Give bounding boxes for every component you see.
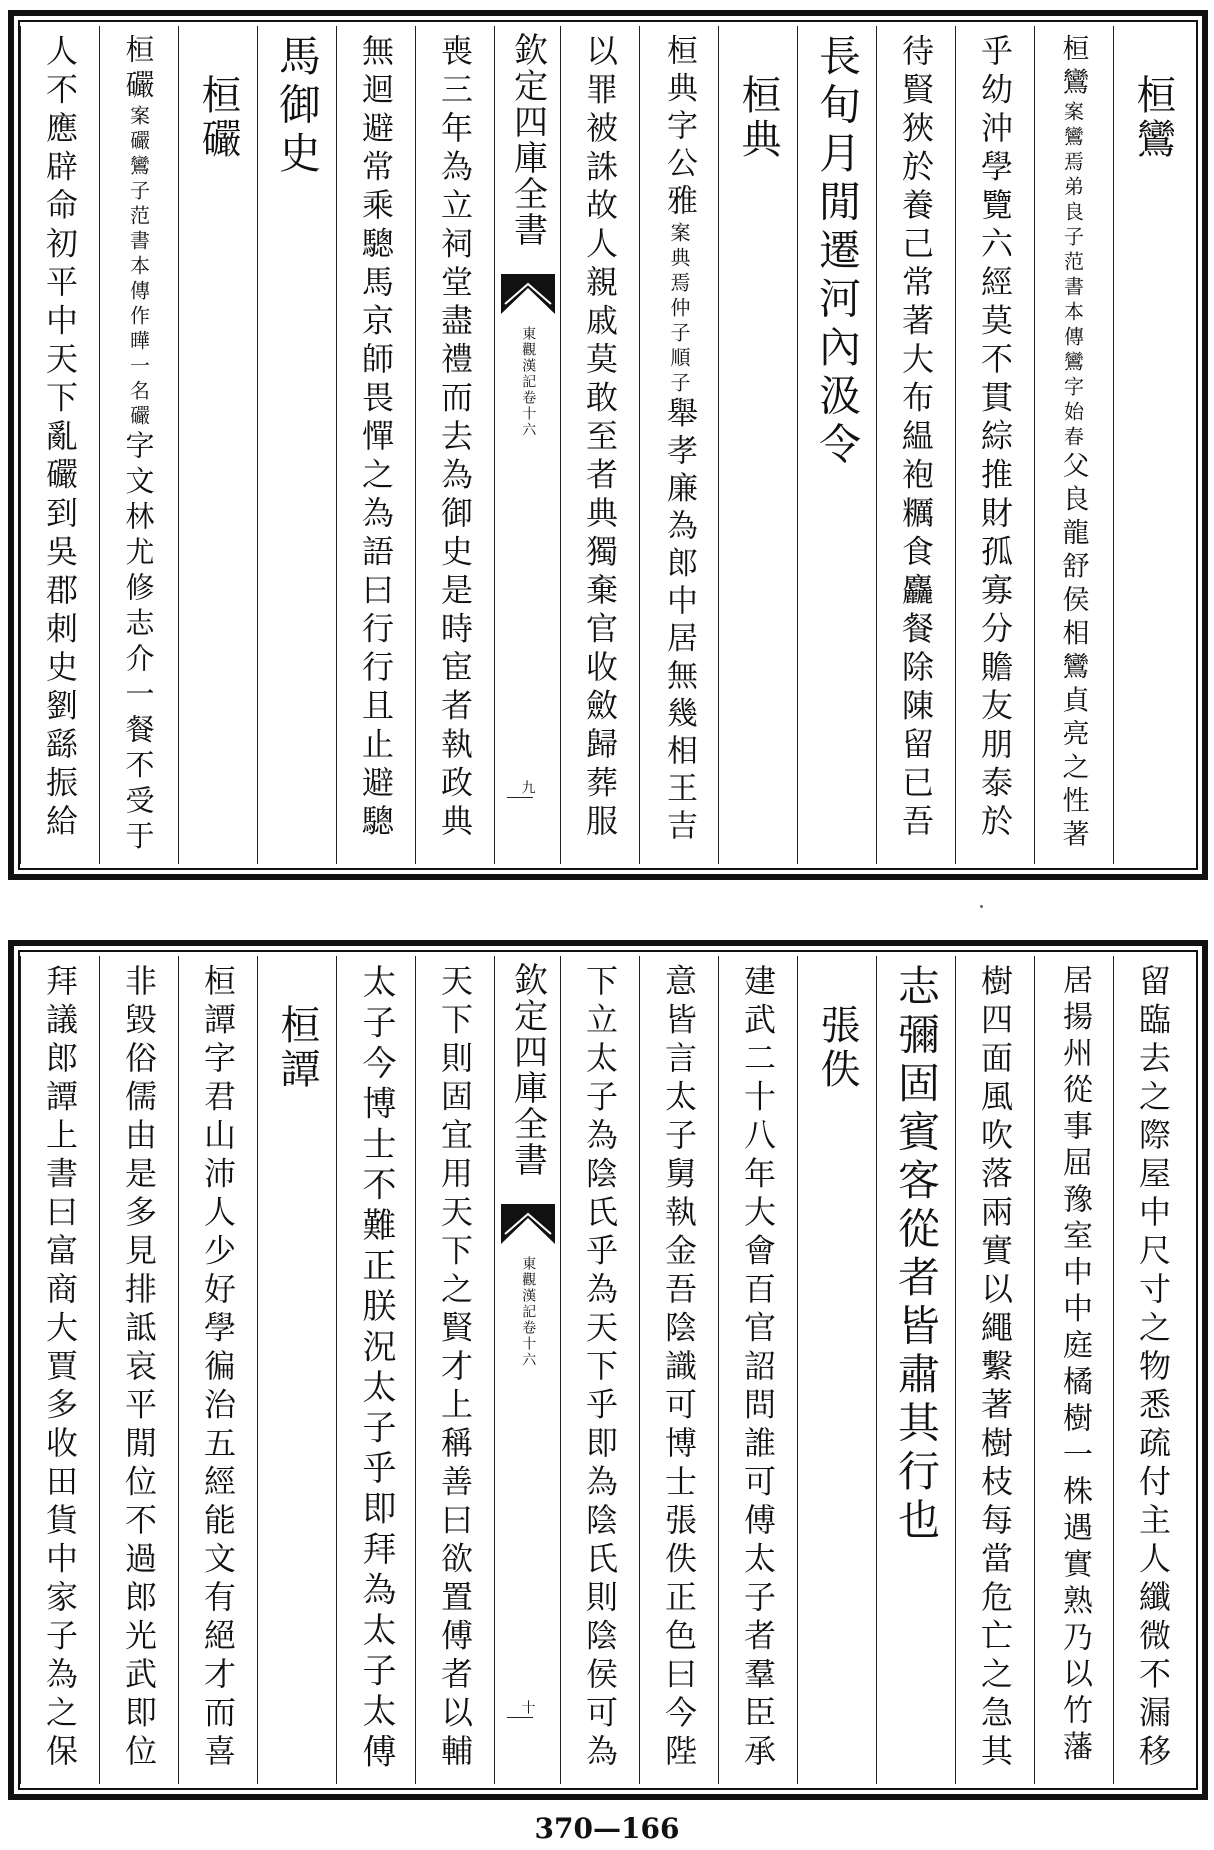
text-column [415, 956, 494, 1784]
text-column [178, 26, 257, 864]
top-page [8, 10, 1208, 880]
entry-first-line [121, 34, 156, 856]
ink-speck [980, 905, 983, 908]
text-column [99, 26, 178, 864]
commentary-note: 案礹鸞子范書本傳作曄一名礹 [126, 105, 151, 430]
column-text: 人不應辟命初平中天下亂礹到吳郡刺史劉繇振給 [41, 34, 79, 843]
text-column [257, 956, 336, 1784]
page-number: 370—166 [534, 1812, 680, 1845]
entry-name: 桓典字公雅 [661, 34, 697, 222]
entry-text: 父良龍舒侯相鸞貞亮之性著 [1057, 451, 1089, 853]
folio-tick-line [507, 797, 533, 798]
text-column [336, 956, 415, 1784]
entry-first-line [663, 34, 695, 847]
entry-text: 舉孝廉為郎中居無幾相王吉 [661, 396, 697, 847]
column-text: 桓譚字君山沛人少好學徧治五經能文有絕才而喜 [199, 964, 237, 1773]
text-column [639, 956, 718, 1784]
text-column [415, 26, 494, 864]
column-text: 喪三年為立祠堂盡禮而去為御史是時宦者執政典 [436, 34, 474, 843]
bottom-page [8, 940, 1208, 1800]
text-column [257, 26, 336, 864]
commentary-note: 案鸞焉弟良子范書本傳鸞字始春 [1060, 101, 1085, 451]
column-text: 樹四面風吹落兩實以繩繫著樹枝每當危亡之急其 [976, 964, 1014, 1773]
text-column [718, 26, 797, 864]
text-column [718, 956, 797, 1784]
entry-heading: 桓譚 [274, 1004, 320, 1092]
text-column [876, 956, 955, 1784]
text-column [639, 26, 718, 864]
volume-number: 卷十六 [520, 390, 537, 438]
text-column [336, 26, 415, 864]
fish-tail-mark-icon [501, 1204, 555, 1244]
entry-first-line [1057, 34, 1089, 853]
column-text: 無迴避常乘驄馬京師畏憚之為語曰行行且止避驄 [357, 34, 395, 843]
column-text: 長旬月閒遷河內汲令 [813, 34, 862, 471]
text-column [876, 26, 955, 864]
top-page-columns [24, 26, 1192, 864]
entry-heading: 桓典 [735, 74, 781, 162]
entry-heading: 桓礹 [195, 74, 241, 162]
commentary-note: 案典焉仲子順子 [667, 221, 691, 397]
entry-heading: 張佚 [814, 1004, 860, 1092]
column-text: 以罪被誅故人親戚莫敢至者典獨棄官收斂歸葬服 [581, 34, 619, 843]
book-title: 欽定四庫全書 [507, 962, 548, 1178]
text-column [560, 956, 639, 1784]
column-text: 非毀俗儒由是多見排詆哀平閒位不過郎光武即位 [120, 964, 158, 1773]
column-text: 拜議郎譚上書曰富商大賈多收田貨中家子為之保 [41, 964, 79, 1773]
text-column [955, 26, 1034, 864]
edition-title: 東觀漢記 [520, 326, 537, 390]
folio-number: 九 [519, 780, 536, 794]
edition-title: 東觀漢記 [520, 1256, 537, 1320]
entry-text: 字文林尤修志介一餐不受于 [121, 430, 156, 856]
folio-tick-line [507, 1717, 533, 1718]
text-column [0, 956, 20, 1784]
center-fold-column [494, 26, 560, 864]
column-text: 下立太子為陰氏乎為天下乎即為陰氏則陰侯可為 [581, 964, 619, 1773]
text-column [797, 956, 876, 1784]
text-column [1034, 956, 1113, 1784]
column-text: 太子今博士不難正朕況太子乎即拜為太子太傅 [356, 964, 396, 1774]
text-column [797, 26, 876, 864]
text-column [178, 956, 257, 1784]
text-column [1113, 956, 1192, 1784]
column-text: 居揚州從事屈豫室中中庭橘樹一株遇實熟乃以竹藩 [1057, 964, 1092, 1767]
edition-note [519, 1256, 537, 1368]
entry-name: 桓礹 [121, 34, 156, 105]
text-column [99, 956, 178, 1784]
column-text: 天下則固宜用天下之賢才上稱善曰欲置傅者以輔 [436, 964, 474, 1773]
edition-note [519, 326, 537, 438]
fish-tail-mark-icon [501, 274, 555, 314]
text-column [955, 956, 1034, 1784]
entry-heading: 桓鸞 [1130, 74, 1176, 162]
entry-name: 桓鸞 [1057, 34, 1089, 101]
column-text: 馬御史 [273, 34, 322, 180]
text-column [1113, 26, 1192, 864]
bottom-page-columns [24, 956, 1192, 1784]
volume-number: 卷十六 [520, 1320, 537, 1368]
book-title: 欽定四庫全書 [507, 32, 548, 248]
center-fold-column [494, 956, 560, 1784]
text-column [560, 26, 639, 864]
text-column [20, 26, 99, 864]
column-text: 志彌固賓客從者皆肅其行也 [892, 964, 941, 1546]
text-column [0, 26, 20, 864]
column-text: 乎幼沖學覽六經莫不貫綜推財孤寡分贍友朋泰於 [976, 34, 1014, 843]
text-column [20, 956, 99, 1784]
column-text: 意皆言太子舅執金吾陰識可博士張佚正色曰今陛 [660, 964, 698, 1773]
column-text: 留臨去之際屋中尺寸之物悉疏付主人纖微不漏移 [1134, 964, 1172, 1773]
column-text: 建武二十八年大會百官詔問誰可傅太子者羣臣承 [739, 964, 777, 1773]
text-column [1034, 26, 1113, 864]
folio-number: 十 [519, 1700, 536, 1714]
column-text: 待賢狹於養己常著大布緼袍糲食麤餐除陳留已吾 [897, 34, 935, 843]
